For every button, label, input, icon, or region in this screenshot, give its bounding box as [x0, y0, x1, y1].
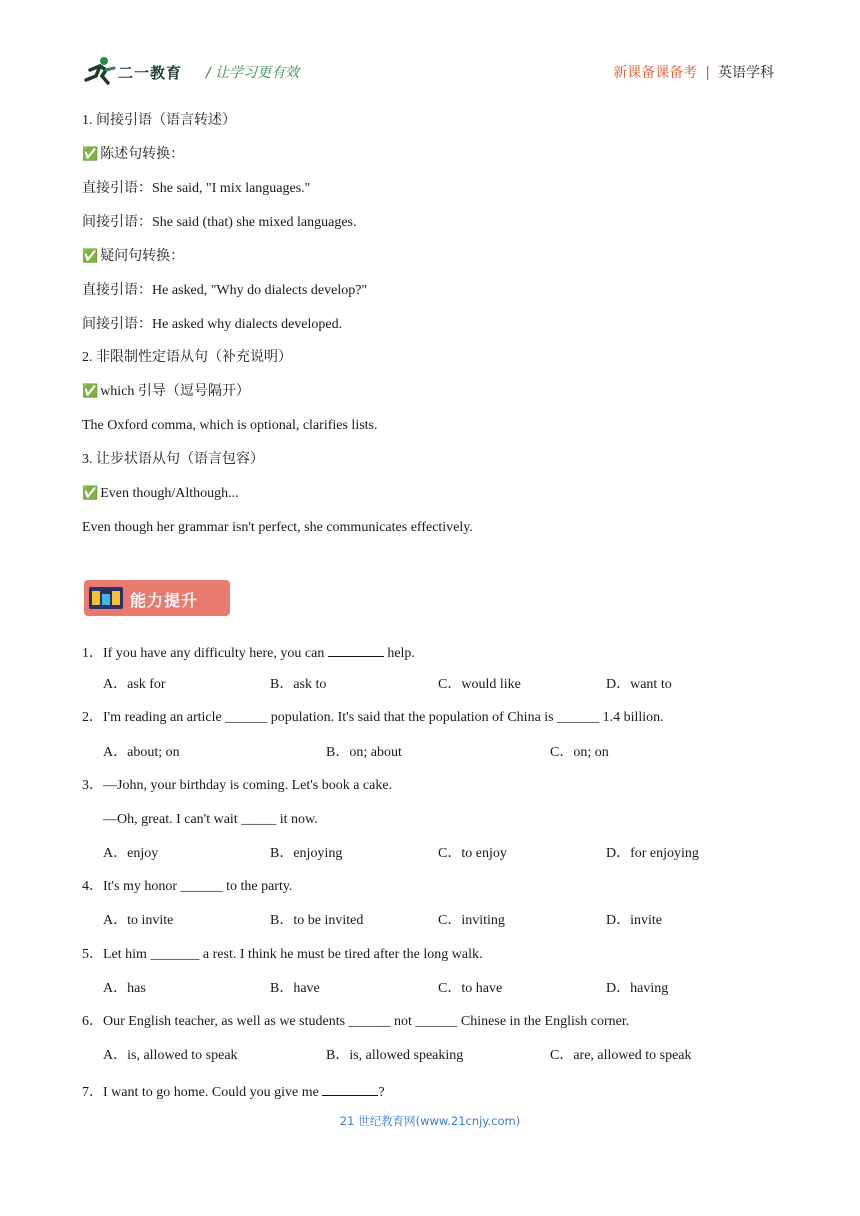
- note-line: [82, 316, 342, 334]
- answer-option[interactable]: C．to enjoy: [438, 846, 507, 861]
- answer-option[interactable]: C．inviting: [438, 913, 505, 928]
- answer-option[interactable]: A．ask for: [103, 677, 166, 692]
- note-bullet: [82, 248, 184, 266]
- question-stem: [82, 709, 664, 727]
- question-text: 5．Let him _______ a rest. I think he must be tired after the long walk.: [82, 947, 483, 962]
- answer-option[interactable]: A．to invite: [103, 913, 174, 928]
- logo-text: 二一教育: [118, 64, 183, 82]
- question-text: 2．I'm reading an article ______ population. It's said that the population of China is ______ 1.4 billion.: [82, 710, 664, 725]
- answer-option[interactable]: C．to have: [438, 981, 503, 996]
- question-stem: [82, 642, 415, 663]
- logo: [82, 56, 192, 88]
- answer-blank[interactable]: [322, 1081, 378, 1096]
- question-text: help.: [383, 646, 415, 661]
- question-text: 6．Our English teacher, as well as we students ______ not ______ Chinese in the English corner.: [82, 1014, 630, 1029]
- note-text: Even though/Although...: [100, 486, 239, 501]
- note-line: [82, 180, 310, 198]
- answer-option[interactable]: D．invite: [606, 913, 662, 928]
- note-text: which 引导（逗号隔开）: [100, 384, 250, 399]
- note-bullet: [82, 146, 184, 164]
- note-text: 疑问句转换：: [100, 249, 185, 264]
- answer-option[interactable]: A．enjoy: [103, 846, 159, 861]
- answer-option[interactable]: B．to be invited: [270, 913, 364, 928]
- question-text: 7．I want to go home. Could you give me: [82, 1085, 323, 1100]
- question-stem: [82, 1081, 385, 1102]
- bar-chart-icon: [89, 587, 123, 609]
- answer-option[interactable]: C．on; on: [550, 745, 609, 760]
- question-text: 3．—John, your birthday is coming. Let's book a cake.: [82, 778, 393, 793]
- question-stem: [82, 777, 392, 795]
- note-line: [82, 112, 236, 130]
- check-icon: ✅: [82, 384, 99, 399]
- note-text: 2. 非限制性定语从句（补充说明）: [82, 350, 292, 365]
- runner-icon: [82, 56, 116, 86]
- answer-option[interactable]: A．about; on: [103, 745, 180, 760]
- question-text: 1．If you have any difficulty here, you can: [82, 646, 328, 661]
- note-line: [82, 349, 292, 367]
- note-text: 直接引语：She said, "I mix languages.": [82, 181, 311, 196]
- header-separator: |: [705, 65, 710, 81]
- answer-option[interactable]: B．enjoying: [270, 846, 343, 861]
- question-stem: [82, 946, 482, 964]
- note-line: [82, 282, 367, 300]
- answer-option[interactable]: D．want to: [606, 677, 672, 692]
- answer-option[interactable]: D．having: [606, 981, 669, 996]
- answer-option[interactable]: C．are, allowed to speak: [550, 1048, 692, 1063]
- header-subject: [613, 62, 774, 82]
- note-text: 间接引语：She said (that) she mixed languages.: [82, 215, 357, 230]
- note-line: [82, 214, 357, 232]
- note-text: 1. 间接引语（语言转述）: [82, 113, 236, 128]
- header-subject-label: 英语学科: [718, 65, 774, 81]
- answer-option[interactable]: A．is, allowed to speak: [103, 1048, 238, 1063]
- note-line: [82, 417, 378, 435]
- slogan: / 让学习更有效: [206, 65, 300, 81]
- question-text: ?: [378, 1085, 385, 1100]
- note-text: 间接引语：He asked why dialects developed.: [82, 317, 343, 332]
- page-header: [82, 56, 774, 88]
- check-icon: ✅: [82, 249, 99, 264]
- question-text: 4．It's my honor ______ to the party.: [82, 879, 293, 894]
- section-banner-label: 能力提升: [130, 591, 199, 610]
- header-category: 新课备课备考: [613, 65, 698, 81]
- question-stem: [82, 1013, 629, 1031]
- section-banner: [84, 580, 230, 616]
- answer-option[interactable]: B．ask to: [270, 677, 327, 692]
- answer-option[interactable]: A．has: [103, 981, 146, 996]
- answer-option[interactable]: C．would like: [438, 677, 521, 692]
- note-text: 陈述句转换：: [100, 147, 185, 162]
- note-text: 直接引语：He asked, "Why do dialects develop?": [82, 283, 368, 298]
- note-bullet: [82, 383, 250, 401]
- question-stem: [82, 878, 292, 896]
- note-text: 3. 让步状语从句（语言包容）: [82, 452, 264, 467]
- answer-option[interactable]: B．on; about: [326, 745, 402, 760]
- answer-option[interactable]: D．for enjoying: [606, 846, 699, 861]
- answer-option[interactable]: B．have: [270, 981, 320, 996]
- page-footer: 21 世纪教育网(www.21cnjy.com): [339, 1114, 521, 1128]
- check-icon: ✅: [82, 486, 99, 501]
- note-line: [82, 451, 264, 469]
- check-icon: ✅: [82, 147, 99, 162]
- answer-option[interactable]: B．is, allowed speaking: [326, 1048, 464, 1063]
- note-text: The Oxford comma, which is optional, clarifies lists.: [82, 418, 378, 433]
- question-reply: —Oh, great. I can't wait _____ it now.: [103, 812, 318, 827]
- note-line: [82, 519, 473, 537]
- note-bullet: [82, 485, 239, 503]
- answer-blank[interactable]: [328, 642, 384, 657]
- note-text: Even though her grammar isn't perfect, she communicates effectively.: [82, 520, 473, 535]
